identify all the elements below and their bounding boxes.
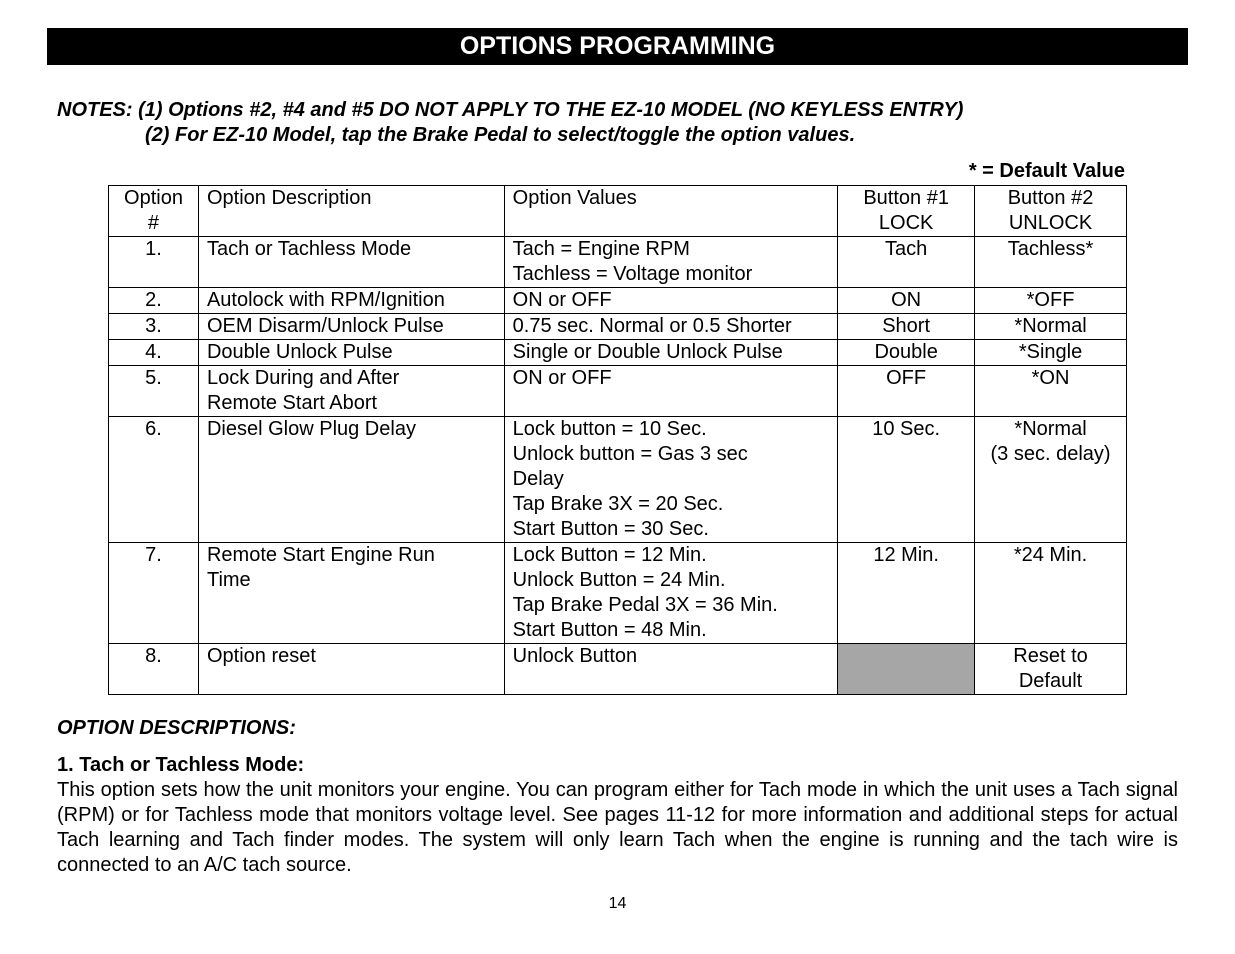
option-values-cell-line: Delay <box>512 468 564 490</box>
button-1-cell <box>838 366 975 417</box>
option-description-cell-line: Time <box>206 569 251 591</box>
button-2-cell-line: Tachless* <box>1007 238 1094 260</box>
option-number-cell: 8. <box>109 644 199 695</box>
option-description-cell <box>198 366 504 417</box>
notes <box>57 98 963 148</box>
option-values-cell-line: Tach = Engine RPM <box>512 238 690 260</box>
option-values-cell-line: Tap Brake Pedal 3X = 36 Min. <box>512 594 778 616</box>
button-2-cell <box>975 237 1127 288</box>
option-description-cell <box>198 237 504 288</box>
option-description-cell-line: OEM Disarm/Unlock Pulse <box>206 315 444 337</box>
button-1-cell <box>838 340 975 366</box>
option-number-cell: 5. <box>109 366 199 417</box>
option-values-cell-line: Unlock Button = 24 Min. <box>512 569 726 591</box>
option-description-cell-line: Remote Start Abort <box>206 392 378 414</box>
note-line-1: NOTES: (1) Options #2, #4 and #5 DO NOT APPLY TO THE EZ-10 MODEL (NO KEYLESS ENTRY) <box>57 99 964 121</box>
button-1-cell-line: ON <box>891 289 922 311</box>
option-values-cell-line: Tap Brake 3X = 20 Sec. <box>512 493 724 515</box>
header-option-values: Option Values <box>504 186 838 237</box>
option-description-cell-line: Remote Start Engine Run <box>206 544 435 566</box>
header-option-description: Option Description <box>198 186 504 237</box>
button-2-cell-line: (3 sec. delay) <box>990 443 1111 465</box>
option-values-cell <box>504 314 838 340</box>
option-values-cell <box>504 417 838 543</box>
button-1-cell-line: 12 Min. <box>873 544 939 566</box>
option-description-cell <box>198 543 504 644</box>
option-description-cell-line: Option reset <box>206 645 316 667</box>
option-number-cell: 4. <box>109 340 199 366</box>
option-number-cell: 7. <box>109 543 199 644</box>
table-row <box>109 644 1127 695</box>
button-2-cell-line: *24 Min. <box>1013 544 1088 566</box>
option-values-cell-line: Unlock button = Gas 3 sec <box>512 443 748 465</box>
button-1-cell-line: 10 Sec. <box>872 418 941 440</box>
button-1-cell <box>838 237 975 288</box>
option-description-cell <box>198 644 504 695</box>
default-value-legend: * = Default Value <box>968 160 1125 182</box>
option-description-cell-line: Tach or Tachless Mode <box>206 238 412 260</box>
table-row <box>109 340 1127 366</box>
button-1-cell <box>838 314 975 340</box>
option-values-cell <box>504 644 838 695</box>
option-values-cell-line: Start Button = 48 Min. <box>512 619 707 641</box>
table-row <box>109 366 1127 417</box>
option-description-cell-line: Lock During and After <box>206 367 400 389</box>
button-1-cell-line: Double <box>874 341 938 363</box>
header-button-2: Button #2 UNLOCK <box>975 186 1127 237</box>
table-row <box>109 237 1127 288</box>
description-paragraph: This option sets how the unit monitors your engine. You can program either for Tach mode in which the unit uses a Tach signal (RPM) or for Tachless mode that monitors voltage level. See pages 11-12 for more information and additional steps for actual Tach learning and Tach finder modes. The system will only learn Tach when the engine is running and the tach wire is connected to an A/C tach source. <box>57 779 1178 876</box>
option-description-cell <box>198 417 504 543</box>
button-2-cell <box>975 340 1127 366</box>
option-values-cell-line: Single or Double Unlock Pulse <box>512 341 783 363</box>
page-title: OPTIONS PROGRAMMING <box>47 28 1188 65</box>
option-description-cell <box>198 314 504 340</box>
option-values-cell-line: ON or OFF <box>512 289 612 311</box>
button-2-cell-line: Reset to <box>1013 645 1088 667</box>
button-2-cell-line: *OFF <box>1026 289 1075 311</box>
button-2-cell-line: *Normal <box>1014 315 1087 337</box>
button-1-cell <box>838 288 975 314</box>
option-values-cell-line: Lock Button = 12 Min. <box>512 544 707 566</box>
page-number: 14 <box>608 895 627 912</box>
option-number-cell: 6. <box>109 417 199 543</box>
option-number-cell: 2. <box>109 288 199 314</box>
option-values-cell-line: Unlock Button <box>512 645 638 667</box>
header-button-1: Button #1 LOCK <box>838 186 975 237</box>
button-2-cell <box>975 417 1127 543</box>
subheading: 1. Tach or Tachless Mode: <box>57 754 305 776</box>
button-2-cell-line: *Normal <box>1014 418 1087 440</box>
button-1-cell <box>838 417 975 543</box>
option-values-cell-line: Start Button = 30 Sec. <box>512 518 709 540</box>
option-values-cell-line: Tachless = Voltage monitor <box>512 263 753 285</box>
button-2-cell <box>975 543 1127 644</box>
button-2-cell-line: *ON <box>1031 367 1070 389</box>
option-number-cell: 3. <box>109 314 199 340</box>
button-2-cell <box>975 644 1127 695</box>
option-description-cell <box>198 340 504 366</box>
table-header-row <box>109 186 1127 237</box>
option-values-cell <box>504 366 838 417</box>
option-values-cell <box>504 543 838 644</box>
table-row <box>109 543 1127 644</box>
options-table <box>108 185 1127 695</box>
option-values-cell <box>504 288 838 314</box>
note-line-2: (2) For EZ-10 Model, tap the Brake Pedal to select/toggle the option values. <box>145 124 856 146</box>
button-2-cell <box>975 366 1127 417</box>
table-row <box>109 417 1127 543</box>
option-description-cell <box>198 288 504 314</box>
option-values-cell-line: Lock button = 10 Sec. <box>512 418 707 440</box>
button-1-cell <box>838 644 975 695</box>
option-description-cell-line: Double Unlock Pulse <box>206 341 393 363</box>
option-values-cell-line: ON or OFF <box>512 367 612 389</box>
button-2-cell <box>975 288 1127 314</box>
table-row <box>109 314 1127 340</box>
section-heading: OPTION DESCRIPTIONS: <box>57 717 296 739</box>
header-option-number: Option # <box>109 186 199 237</box>
button-1-cell <box>838 543 975 644</box>
button-1-cell-line: OFF <box>886 367 927 389</box>
option-values-cell <box>504 340 838 366</box>
button-2-cell-line: Default <box>1018 670 1083 692</box>
option-number-cell: 1. <box>109 237 199 288</box>
button-2-cell <box>975 314 1127 340</box>
option-values-cell <box>504 237 838 288</box>
table-row <box>109 288 1127 314</box>
button-1-cell-line: Short <box>882 315 931 337</box>
option-description-cell-line: Diesel Glow Plug Delay <box>206 418 416 440</box>
option-description-cell-line: Autolock with RPM/Ignition <box>206 289 445 311</box>
button-1-cell-line: Tach <box>885 238 928 260</box>
option-values-cell-line: 0.75 sec. Normal or 0.5 Shorter <box>512 315 792 337</box>
button-2-cell-line: *Single <box>1018 341 1083 363</box>
